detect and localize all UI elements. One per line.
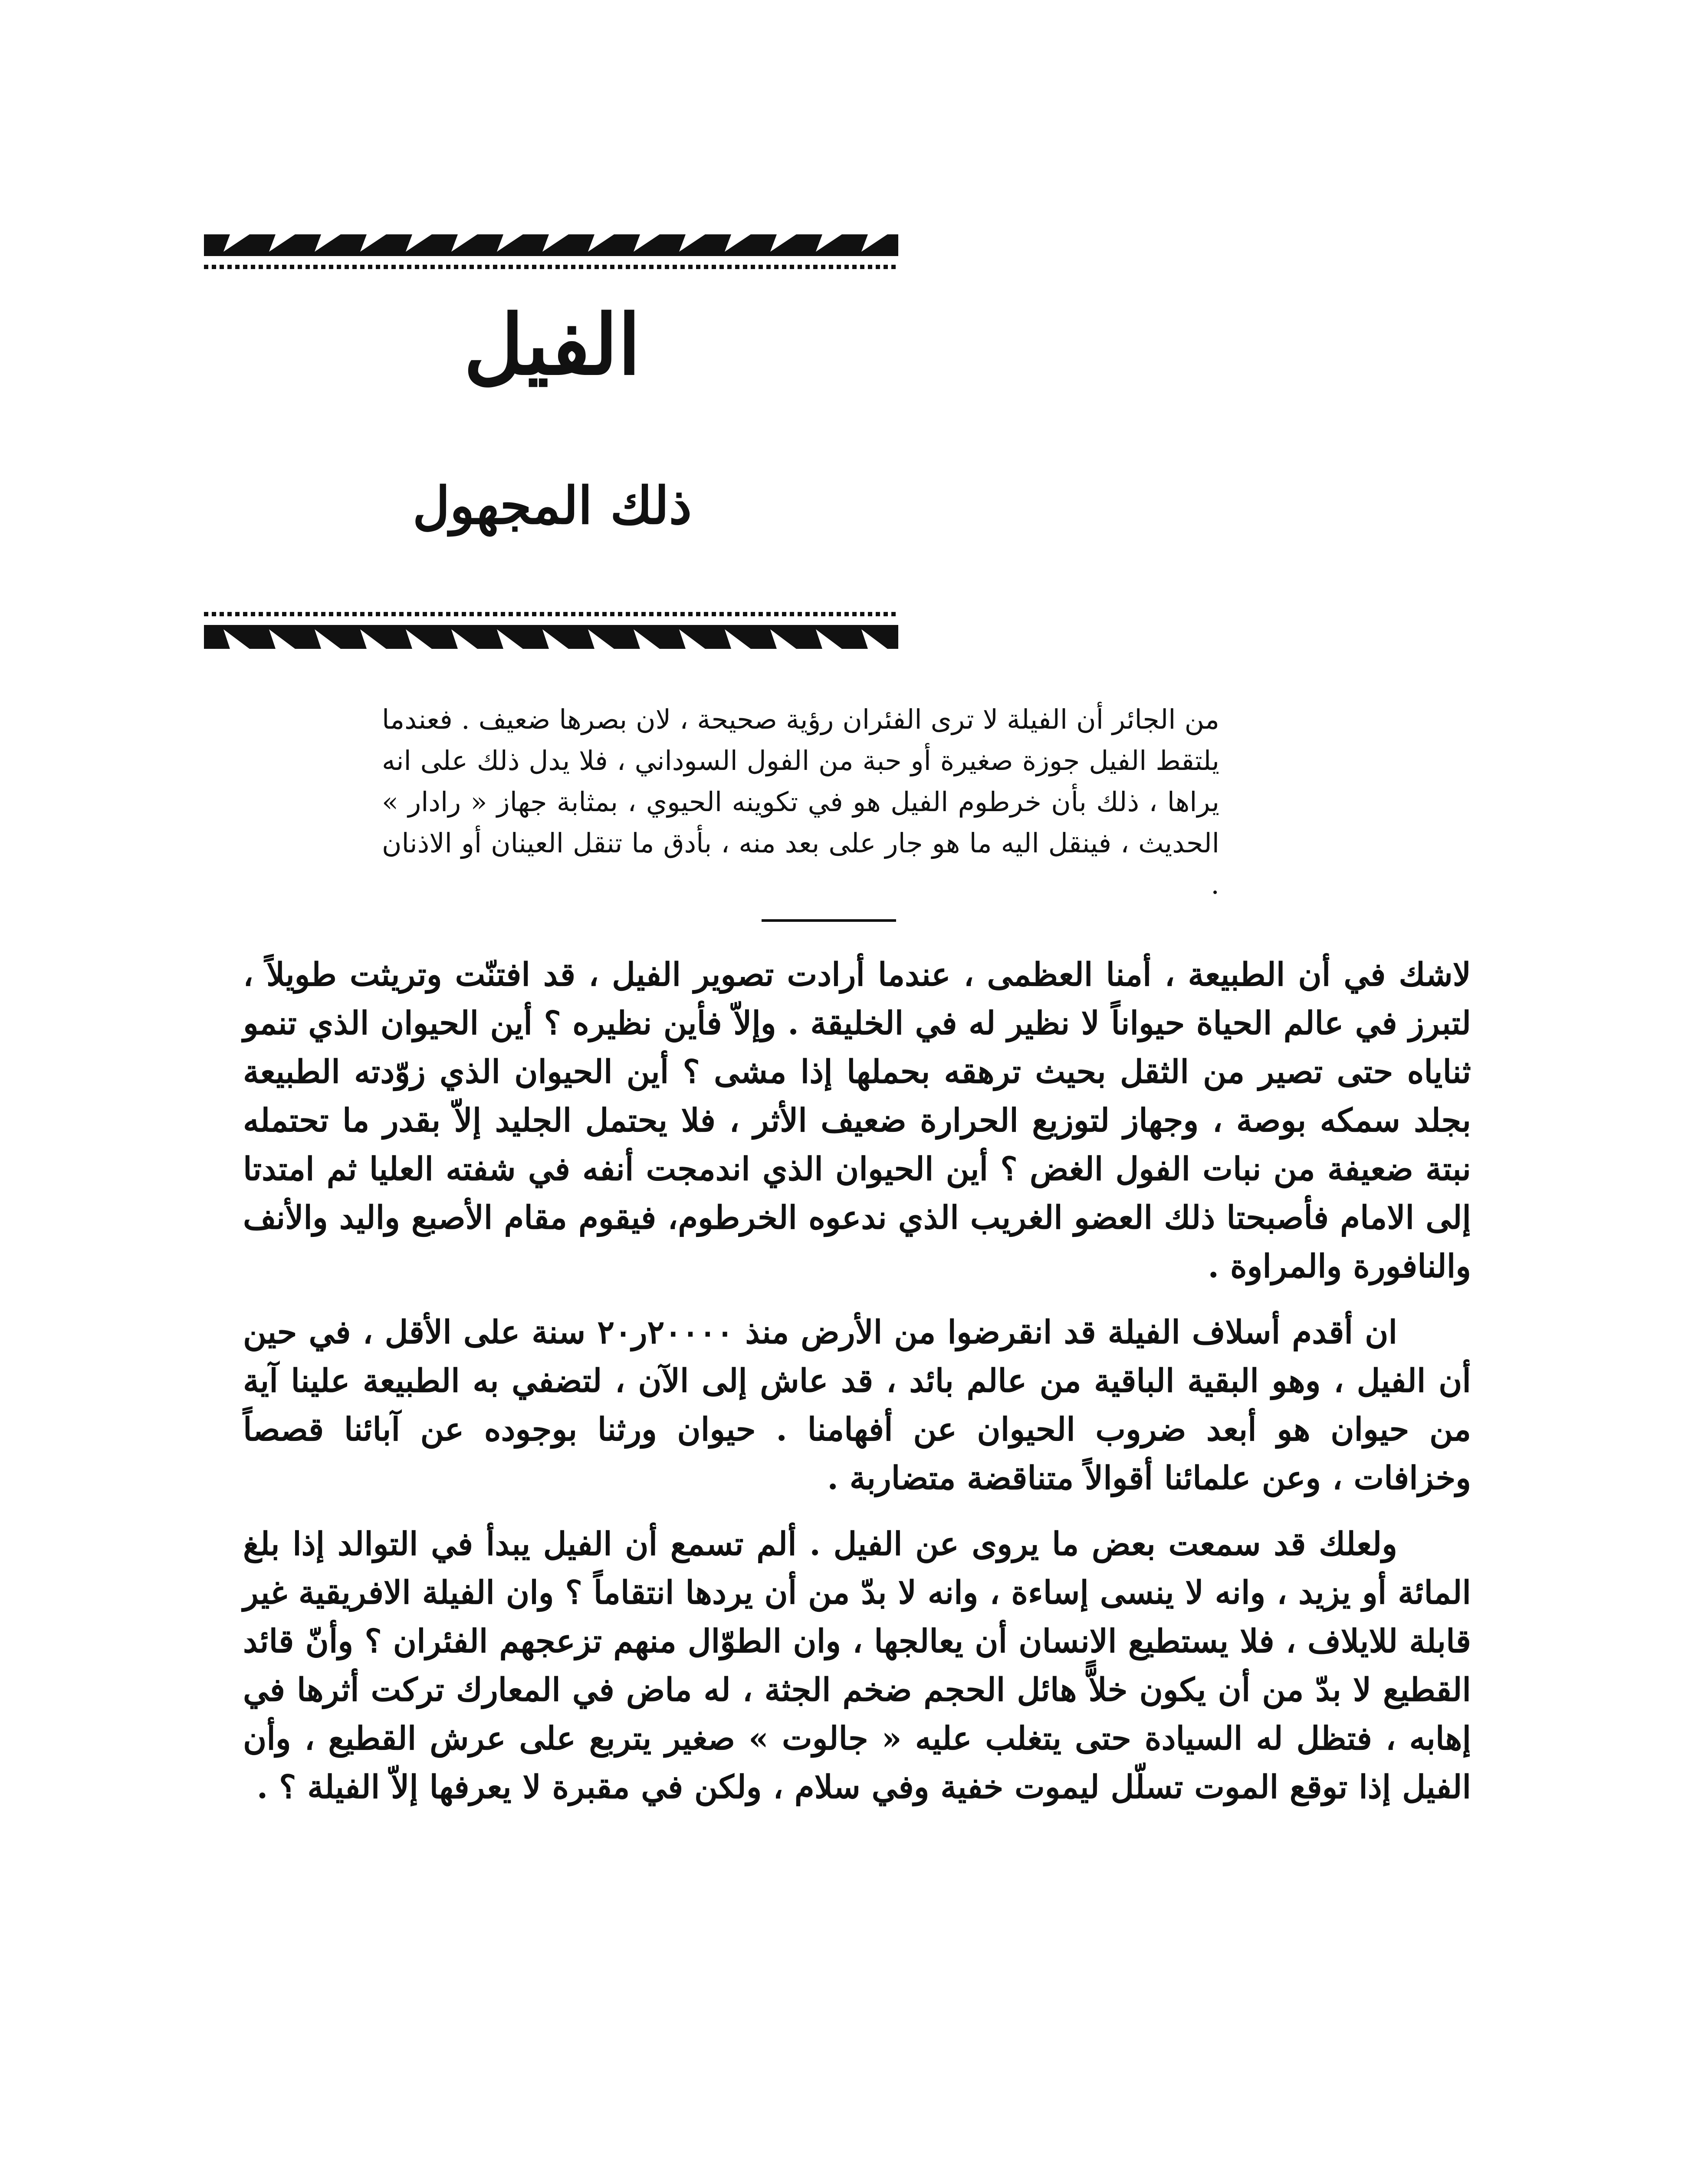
body-paragraph-2: ان أقدم أسلاف الفيلة قد انقرضوا من الأرض منذ ٢٠٠٠٠ر٢٠ سنة على الأقل ، في حين أن الفيل ، وهو البقية الباقية من عالم بائد ، قد عاش إلى الآن ، لتضفي به الطبيعة علينا آية من حيوان هو أبعد ضروب الحيوان عن أفهامنا . حيوان ورثنا بوجوده عن آبائنا قصصاً وخزافات ، وعن علمائنا أقوالاً متناقضة متضاربة . [243,1314,1471,1497]
article-subtitle: ذلك المجهول [412,475,692,536]
body-paragraph-3: ولعلك قد سمعت بعض ما يروى عن الفيل . ألم تسمع أن الفيل يبدأ في التوالد إذا بلغ المائة أو يزيد ، وانه لا ينسى إساءة ، وانه لا بدّ من أن يردها انتقاماً ؟ وان الفيلة الافريقية غير قابلة للايلاف ، فلا يستطيع الانسان أن يعالجها ، وان الطوّال منهم تزعجهم الفئران ؟ وأنّ قائد القطيع لا بدّ من أن يكون خلاًّ هائل الحجم ضخم الجثة ، له ماض في المعارك تركت أثرها في إهابه ، فتظل له السيادة حتى يتغلب عليه « جالوت » صغير يتربع على عرش القطيع ، وأن الفيل إذا توقع الموت تسلّل ليموت خفية وفي سلام ، ولكن في مقبرة لا يعرفها إلاّ الفيلة ؟ . [243,1526,1471,1806]
article-title: الفيل [463,296,641,393]
bottom-ornament-zigzag [204,625,898,649]
top-ornament-border [204,226,898,278]
bottom-ornament-border [204,605,898,658]
article-body [243,950,1471,1829]
top-ornament-zigzag [204,234,898,256]
article-abstract: من الجائر أن الفيلة لا ترى الفئران رؤية صحيحة ، لان بصرها ضعيف . فعندما يلتقط الفيل جوزة صغيرة أو حبة من الفول السوداني ، فلا يدل ذلك على انه يراها ، ذلك بأن خرطوم الفيل هو في تكوينه الحيوي ، بمثابة جهاز « رادار » الحديث ، فينقل اليه ما هو جار على بعد منه ، بأدق ما تنقل العينان أو الاذنان . [382,704,1220,900]
section-divider [762,919,896,922]
body-paragraph-1: لاشك في أن الطبيعة ، أمنا العظمى ، عندما أرادت تصوير الفيل ، قد افتنّت وتريثت طويلاً ، لتبرز في عالم الحياة حيواناً لا نظير له في الخليقة . وإلاّ فأين نظيره ؟ أين الحيوان الذي تنمو ثناياه حتى تصير من الثقل بحيث ترهقه بحملها إذا مشى ؟ أين الحيوان الذي زوّدته الطبيعة بجلد سمكه بوصة ، وجهاز لتوزيع الحرارة ضعيف الأثر ، فلا يحتمل الجليد إلاّ بقدر ما تحتمله نبتة ضعيفة من نبات الفول الغض ؟ أين الحيوان الذي اندمجت أنفه في شفته العليا ثم امتدتا إلى الامام فأصبحتا ذلك العضو الغريب الذي ندعوه الخرطوم، فيقوم مقام الأصبع واليد والأنف والنافورة والمراوة . [243,956,1471,1285]
